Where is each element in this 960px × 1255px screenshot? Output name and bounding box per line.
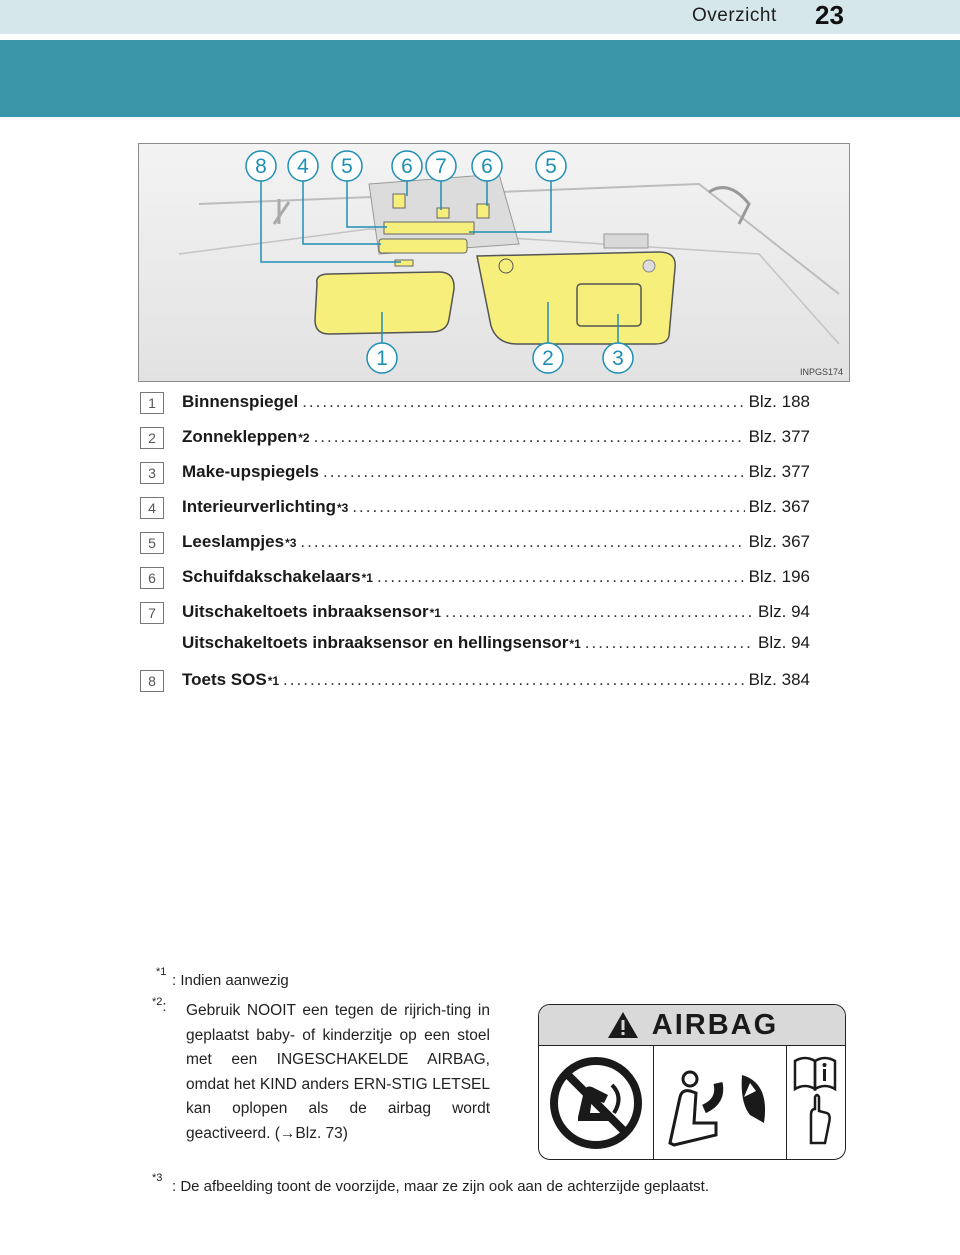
manual-info-icon [787,1046,845,1159]
callout-number: 3 [612,347,624,370]
item-number: 2 [140,427,164,449]
callout-number: 7 [435,155,447,178]
callout-number: 6 [401,155,413,178]
list-item [140,423,810,458]
list-item [140,493,810,528]
footnote-1-mark: *1 [156,966,167,978]
footnote-ref: *1 [429,606,441,620]
overhead-console-figure [138,143,850,382]
page-reference: Blz. 94 [758,602,810,621]
airbag-label-header [539,1005,845,1046]
item-number: 4 [140,497,164,519]
item-label: Zonnekleppen [182,427,298,446]
page-reference: Blz. 377 [748,427,810,446]
item-label: Leeslampjes [182,532,285,551]
footnote-ref: *1 [267,674,280,688]
item-label: Schuifdakschakelaars [182,567,361,586]
footnote-2-text: Gebruik NOOIT een tegen de rijrich-ting in geplaatst baby- of kinderzitje op een stoel met een INGESCHAKELDE AIRBAG, omdat het KIND anders ERN-STIG LETSEL kan oplopen als de airbag wordt geactiveerd. (→Blz. 73) [186,1002,490,1142]
list-item [140,458,810,493]
item-number: 1 [140,392,164,414]
footnote-ref: *1 [569,637,581,651]
page-reference: Blz. 94 [758,633,810,652]
page-reference: Blz. 384 [748,670,810,689]
footnote-3-mark: *3 [152,1172,163,1184]
page-reference: Blz. 367 [748,532,810,551]
footnote-ref: *3 [285,536,297,550]
item-number: 3 [140,462,164,484]
warning-icon [606,1010,640,1040]
page-header-title: Overzicht [692,5,777,26]
airbag-warning-label [538,1004,846,1160]
footnote-3-text: : De afbeelding toont de voorzijde, maar ze zijn ook aan de achterzijde geplaatst. [172,1178,709,1195]
page-reference: Blz. 196 [748,567,810,586]
page-reference: Blz. 367 [748,497,810,516]
item-number: 8 [140,670,164,692]
item-label: Toets SOS [182,670,267,689]
callout-number: 5 [545,155,557,178]
item-label: Binnenspiegel [182,392,299,411]
interior-illustration [139,144,849,381]
item-label: Uitschakeltoets inbraaksensor [182,602,429,621]
item-label-2: Uitschakeltoets inbraaksensor en hellingsensor [182,633,569,652]
footnote-1-text: : Indien aanwezig [172,972,289,989]
footnote-ref: *1 [361,571,373,585]
no-rear-facing-seat-icon [539,1046,654,1159]
item-list [140,388,810,701]
footnote-2-mark: $^{*2}$: [152,996,167,1015]
item-number: 5 [140,532,164,554]
page-number: 23 [815,0,844,30]
item-label: Interieurverlichting [182,497,336,516]
list-item [140,563,810,598]
list-item [140,388,810,423]
callout-number: 8 [255,155,267,178]
callout-number: 1 [376,347,388,370]
footnote-ref: *3 [336,501,349,515]
page-reference: Blz. 188 [748,392,810,411]
callout-number: 5 [341,155,353,178]
list-item [140,598,810,666]
footnote-ref: *2 [298,431,310,445]
section-bar [0,40,960,117]
callout-number: 6 [481,155,493,178]
item-label: Make-upspiegels [182,462,319,481]
page-reference: Blz. 377 [748,462,810,481]
figure-code: INPGS174 [799,367,843,377]
item-number: 6 [140,567,164,589]
callout-number: 2 [542,347,554,370]
airbag-deploy-icon [654,1046,787,1159]
airbag-label-title: AIRBAG [651,1008,779,1041]
list-item [140,666,810,701]
item-number: 7 [140,602,164,624]
list-item [140,528,810,563]
callout-number: 4 [297,155,309,178]
